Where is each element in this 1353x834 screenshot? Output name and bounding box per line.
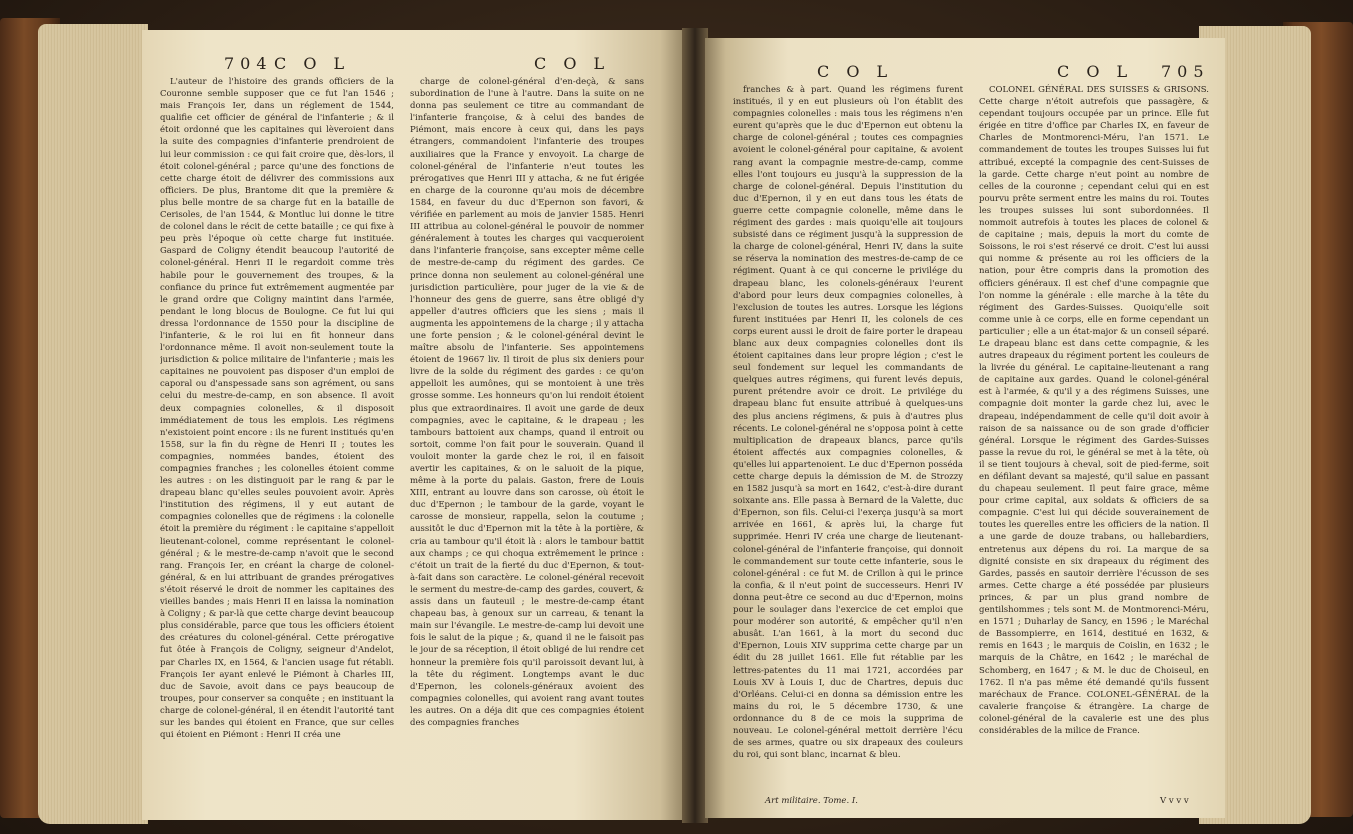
text-column-1 — [733, 84, 963, 789]
column-text: L'auteur de l'histoire des grands officiers de la Couronne semble supposer que ce fut l'an 1546 ; mais François Ier, dans un réglement de 1544, qualifie cet officier de général de l'infanterie ; & il étoit ordonné que les capitaines qui lèveroient dans la suite des compagnies d'infanterie prendroient de lui leur commission : ce qui fait croire que, dès-lors, il étoit colonel-général ; parce qu'une des fonctions de cette charge étoit de délivrer des commissions aux officiers. De plus, Brantome dit que la première & plus belle montre de sa charge fut en la bataille de Cerisoles, de l'an 1544, & Montluc lui donne le titre de colonel dans le récit de cette bataille ; ce qui fixe à peu près l'époque où cette charge fut instituée. Gaspard de Coligny étendit beaucoup l'autorité de colonel-général. Henri II le regardoit comme très habile pour le gouvernement des troupes, & la confiance du prince fut extrêmement augmentée par le grand ordre que Coligny maintint dans l'armée, pendant le long blocus de Boulogne. Ce fut lui qui dressa l'ordonnance de 1550 pour la discipline de l'infanterie, & le roi lui en fit honneur dans l'ordonnance même. Il avoit non-seulement toute la jurisdiction & police militaire de l'infanterie ; mais les capitaines ne pouvoient pas disposer d'un emploi de caporal ou d'anspessade sans son agrément, ou sans celui du mestre-de-camp, en son absence. Il avoit deux compagnies colonelles, & il disposoit immédiatement de tous les emplois. Les régimens n'existoient point encore : ils ne furent institués qu'en 1558, sur la fin du règne de Henri II ; toutes les compagnies, nommées bandes, étoient des compagnies franches ; les colonelles étoient comme les autres : on les distinguoit par le rang & par le drapeau blanc qu'elles seules pouvoient avoir. Après l'institution des régimens, il y eut autant de compagnies colonelles que de régimens : la colonelle étoit la première du régiment : le capitaine s'appelloit lieutenant-colonel, comme représentant le colonel-général ; & le mestre-de-camp n'avoit que le second rang. François Ier, en créant la charge de colonel-général, & en lui attribuant de grandes prérogatives s'étoit réservé le droit de nommer les capitaines des vieilles bandes ; mais Henri II en laissa la nomination à Coligny ; & par-là que cette charge devint beaucoup plus considérable, parce que tous les officiers étoient des créatures du colonel-général. Cette prérogative fut ôtée à François de Coligny, seigneur d'Andelot, par Charles IX, en 1564, & l'ancien usage fut rétabli. François Ier ayant enlevé le Piémont à Charles III, duc de Savoie, avoit dans ce pays beaucoup de troupes, pour conserver sa conquête ; en instituant la charge de colonel-général, il en étendit l'autorité tant sur les bandes qui étoient en France, que sur celles qui étoient en Piémont : Henri II créa une — [160, 77, 394, 741]
column-text: COLONEL GÉNÉRAL DES SUISSES & GRISONS. Cette charge n'étoit autrefois que passagère, & cependant toujours occupée par un prince. Elle fut érigée en titre d'office par Charles IX, en faveur de Charles de Montmorenci-Méru, l'an 1571. Le commandement de toutes les troupes Suisses lui fut attribué, excepté la compagnie des cent-Suisses de la garde. Cette charge n'eut point au nombre de celles de la couronne ; cependant celui qui en est pourvu prête serment entre les mains du roi. Toutes les troupes suisses lui sont subordonnées. Il nommoit autrefois à toutes les places de colonel & de capitaine ; mais, depuis la mort du comte de Soissons, le roi s'est réservé ce droit. C'est lui aussi qui nomme & présente au roi les officiers de la nation, pour être compris dans la promotion des officiers généraux. Il est chef d'une compagnie que l'on nomme la générale : elle marche à la tête du régiment des Gardes-Suisses. Quoiqu'elle soit comme unie à ce corps, elle en forme cependant un particulier ; elle a un état-major & un conseil séparé. Le drapeau blanc est dans cette compagnie, & les autres drapeaux du régiment portent les couleurs de la livrée du général. Le capitaine-lieutenant a rang de capitaine aux gardes. Quand le colonel-général est à l'armée, & qu'il y a des régimens Suisses, une compagnie doit monter la garde chez lui, avec le drapeau, indépendamment de celle qu'il doit avoir à raison de sa naissance ou de son grade d'officier général. Lorsque le régiment des Gardes-Suisses passe la revue du roi, le général se met à la tête, où il se tient toujours à cheval, soit de pied-ferme, soit en défilant devant sa majesté, qu'il salue en passant du chapeau seulement. Il peut faire grace, même pour crime capital, aux soldats & officiers de sa compagnie. C'est lui qui décide souverainement de toutes les querelles entre les officiers de la nation. Il a une garde de douze trabans, ou hallebardiers, entretenus aux dépens du roi. La marque de sa dignité consiste en six drapeaux du régiment des Gardes, passés en sautoir derrière l'écusson de ses armes. Cette charge a été possédée par plusieurs princes, & par un plus grand nombre de gentilshommes ; tels sont M. de Montmorenci-Méru, en 1571 ; Duharlay de Sancy, en 1596 ; le Maréchal de Bassompierre, en 1614, destitué en 1632, & remis en 1643 ; le marquis de Coislin, en 1632 ; le marquis de la Châtre, en 1642 ; le maréchal de Schomberg, en 1647 ; & M. le duc de Choiseul, en 1762. Il n'a pas même été demandé qu'ils fussent maréchaux de France. COLONEL-GÉNÉRAL de la cavalerie françoise & étrangère. La charge de colonel-général de la cavalerie est une des plus considérables de la milice de France. — [979, 85, 1209, 736]
text-columns — [160, 76, 646, 801]
running-head: C O L — [1057, 62, 1134, 81]
text-column-2 — [979, 84, 1209, 789]
footer-signature: Art militaire. Tome. I. — [765, 796, 858, 806]
right-page — [705, 38, 1225, 818]
left-page — [142, 30, 682, 820]
running-head: C O L — [817, 62, 894, 81]
column-text: charge de colonel-général d'en-deçà, & sans subordination de l'une à l'autre. Dans la suite on ne donna pas seulement ce titre au commandant de l'infanterie françoise, & à celui des bandes de Piémont, mais encore à ceux qui, dans les pays étrangers, commandoient l'infanterie des troupes auxiliaires que la France y envoyoit. La charge de colonel-général de l'infanterie n'eut toutes les prérogatives que Henri III y attacha, & ne fut érigée en charge de la couronne qu'au mois de décembre 1584, en faveur du duc d'Epernon son favori, & vérifiée en parlement au mois de janvier 1585. Henri III attribua au colonel-général le pouvoir de nommer généralement à toutes les charges qui vacqueroient dans l'infanterie françoise, sans excepter même celle de mestre-de-camp du régiment des gardes. Ce prince donna non seulement au colonel-général une jurisdiction particulière, pour juger de la vie & de l'honneur des gens de guerre, sans être obligé d'y appeller d'autres officiers que les siens ; mais il augmenta les appointemens de la charge ; il y attacha une forte pension ; & le colonel-général devint le maître absolu de l'infanterie. Ses appointemens étoient de 19667 liv. Il tiroit de plus six deniers pour livre de la solde du régiment des gardes : ce qu'on appelloit les aumônes, qui se montoient à une très grosse somme. Les honneurs qu'on lui rendoit étoient plus que extraordinaires. Il avoit une garde de deux compagnies, avec le capitaine, & le drapeau ; les tambours battoient aux champs, quand il entroit ou sortoit, comme l'on fait pour le souverain. Quand il vouloit monter la garde chez le roi, il en faisoit avertir les capitaines, & on le saluoit de la pique, même à la porte du palais. Gaston, frere de Louis XIII, entrant au louvre dans son carosse, où étoit le duc d'Epernon ; le tambour de la garde, voyant le carosse de monsieur, rappella, selon la coutume ; aussitôt le duc d'Epernon mit la tête à la portière, & cria au tambour qu'il étoit là : alors le tambour battit aux champs ; ce qui choqua extrêmement le prince : c'étoit un trait de la fierté du duc d'Epernon, & tout-à-fait dans son caractère. Le colonel-général recevoit le serment du mestre-de-camp des gardes, couvert, & assis dans un fauteuil ; le mestre-de-camp étant chapeau bas, à genoux sur un carreau, & tenant la main sur l'évangile. Le mestre-de-camp lui devoit une fois le salut de la pique ; &, quand il ne le faisoit pas le jour de sa réception, il étoit obligé de lui rendre cet honneur la première fois qu'il paroissoit devant lui, à la tête du régiment. Longtemps avant le duc d'Epernon, les colonels-généraux avoient des compagnies colonelles, qui avoient rang avant toutes les autres. On a déja dit que ces compagnies étoient des compagnies franches — [410, 77, 644, 728]
text-column-1 — [160, 76, 394, 801]
page-number: 704 — [224, 54, 273, 73]
text-column-2 — [410, 76, 644, 801]
running-head: C O L — [534, 54, 611, 73]
running-head: C O L — [274, 54, 351, 73]
signature-mark: V v v v — [1160, 796, 1189, 806]
page-number: 705 — [1161, 62, 1210, 81]
left-page-edges — [38, 24, 148, 824]
text-columns — [733, 84, 1209, 789]
column-text: franches & à part. Quand les régimens furent institués, il y en eut plusieurs où l'on établit des compagnies colonelles : mais tous les régimens n'en eurent qu'après que le duc d'Epernon eut obtenu la charge de colonel-général ; toutes ces compagnies avoient le colonel-général pour capitaine, & avoient rang avant la compagnie mestre-de-camp, comme elles l'ont toujours eu jusqu'à la suppression de la charge de colonel-général. Depuis l'institution du duc d'Epernon, il y en eut dans tous les états de guerre cette compagnie colonelle, même dans le régiment des gardes : mais quoiqu'elle ait toujours subsisté dans ce régiment jusqu'à la suppression de la charge de colonel-général, Henri IV, dans la suite se réserva la nomination des mestres-de-camp de ce régiment. Quant à ce qui concerne le privilége du drapeau blanc, les colonels-généraux l'eurent d'abord pour leurs deux compagnies colonelles, à l'exclusion de toutes les autres. Lorsque les légions furent instituées par Henri II, les colonels de ces corps eurent aussi le droit de faire porter le drapeau blanc aux deux compagnies colonelles dont ils étoient capitaines dans leur propre légion ; c'est le seul fondement sur lequel les commandants de quelques autres régimens, qui furent levés depuis, purent prétendre avoir ce droit. Le privilége du drapeau blanc fut ensuite attribué à quelques-uns des plus anciens régimens, & puis à d'autres plus récents. Le colonel-général ne s'opposa point à cette multiplication de drapeaux blancs, parce qu'ils étoient affectés aux compagnies colonelles, & qu'elles lui appartenoient. Le duc d'Epernon posséda cette charge depuis la démission de M. de Strozzy en 1582 jusqu'à sa mort en 1642, c'est-à-dire durant soixante ans. Elle passa à Bernard de la Valette, duc d'Epernon, son fils. Celui-ci l'exerça jusqu'à sa mort arrivée en 1661, & après lui, la charge fut supprimée. Henri IV créa une charge de lieutenant-colonel-général de l'infanterie françoise, qui donnoit le commandement sur toute cette infanterie, sous le colonel-général : ce fut M. de Crillon à qui le prince la confia, & il n'eut point de successeurs. Henri IV donna peut-être ce second au duc d'Epernon, moins pour le soulager dans l'exercice de cet emploi que pour modérer son autorité, & empêcher qu'il n'en abusât. L'an 1661, à la mort du second duc d'Epernon, Louis XIV supprima cette charge par un édit du 28 juillet 1661. Elle fut rétablie par les lettres-patentes du 11 mai 1721, accordées par Louis XV à Louis I, duc de Chartres, depuis duc d'Orléans. Celui-ci en donna sa démission entre les mains du roi, le 5 décembre 1730, & une ordonnance du 8 de ce mois la supprima de nouveau. Le colonel-général mettoit derrière l'écu de ses armes, quatre ou six drapeaux des couleurs du roi, qui sont blanc, incarnat & bleu. — [733, 85, 963, 761]
